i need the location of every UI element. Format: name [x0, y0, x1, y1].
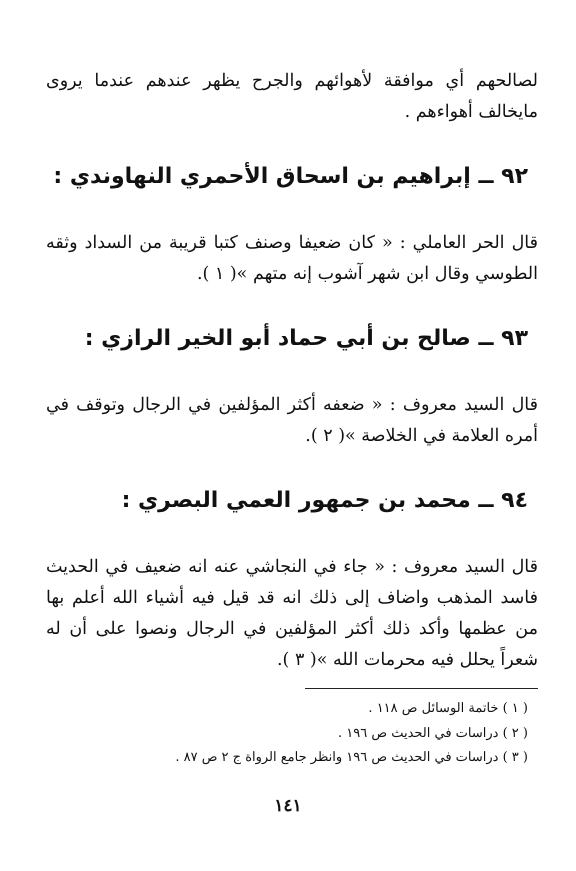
entry-92-heading: ٩٢ ــ إبراهيم بن اسحاق الأحمري النهاوندي :	[53, 164, 528, 189]
intro-paragraph: لصالحهم أي موافقة لأهوائهم والجرح يظهر عندهم عندما يروى مايخالف أهواءهم .	[46, 71, 538, 122]
entry-92-text: قال الحر العاملي : « كان ضعيفا وصنف كتبا قريبة من السداد وثقه الطوسي وقال ابن شهر آشوب إنه متهم »( ١ ).	[46, 233, 538, 284]
footnote-2: ( ٢ ) دراسات في الحديث ص ١٩٦ .	[338, 725, 528, 741]
footnote-1: ( ١ ) خاتمة الوسائل ص ١١٨ .	[368, 701, 528, 716]
entry-94-text: قال السيد معروف : « جاء في النجاشي عنه انه ضعيف في الحديث فاسد المذهب واضاف إلى ذلك انه قد قيل فيه أشياء الله أعلم بها من عظمها وأكد ذلك أكثر المؤلفين في الرجال ونصوا على أن له شعراً يحلل فيه محرمات الله »( ٣ ).	[46, 557, 538, 670]
entry-93-heading: ٩٣ ــ صالح بن أبي حماد أبو الخير الرازي :	[84, 326, 528, 351]
footnotes	[40, 697, 528, 771]
page-body	[46, 66, 538, 676]
footnote-3: ( ٣ ) دراسات في الحديث ص ١٩٦ وانظر جامع الرواة ج ٢ ص ٨٧ .	[175, 750, 528, 765]
footnote-separator	[305, 688, 538, 689]
page-number: ١٤١	[274, 796, 302, 816]
entry-93-text: قال السيد معروف : « ضعفه أكثر المؤلفين في الرجال وتوقف في أمره العلامة في الخلاصة »( ٢ ).	[46, 395, 538, 446]
entry-94-heading: ٩٤ ــ محمد بن جمهور العمي البصري :	[121, 488, 528, 513]
